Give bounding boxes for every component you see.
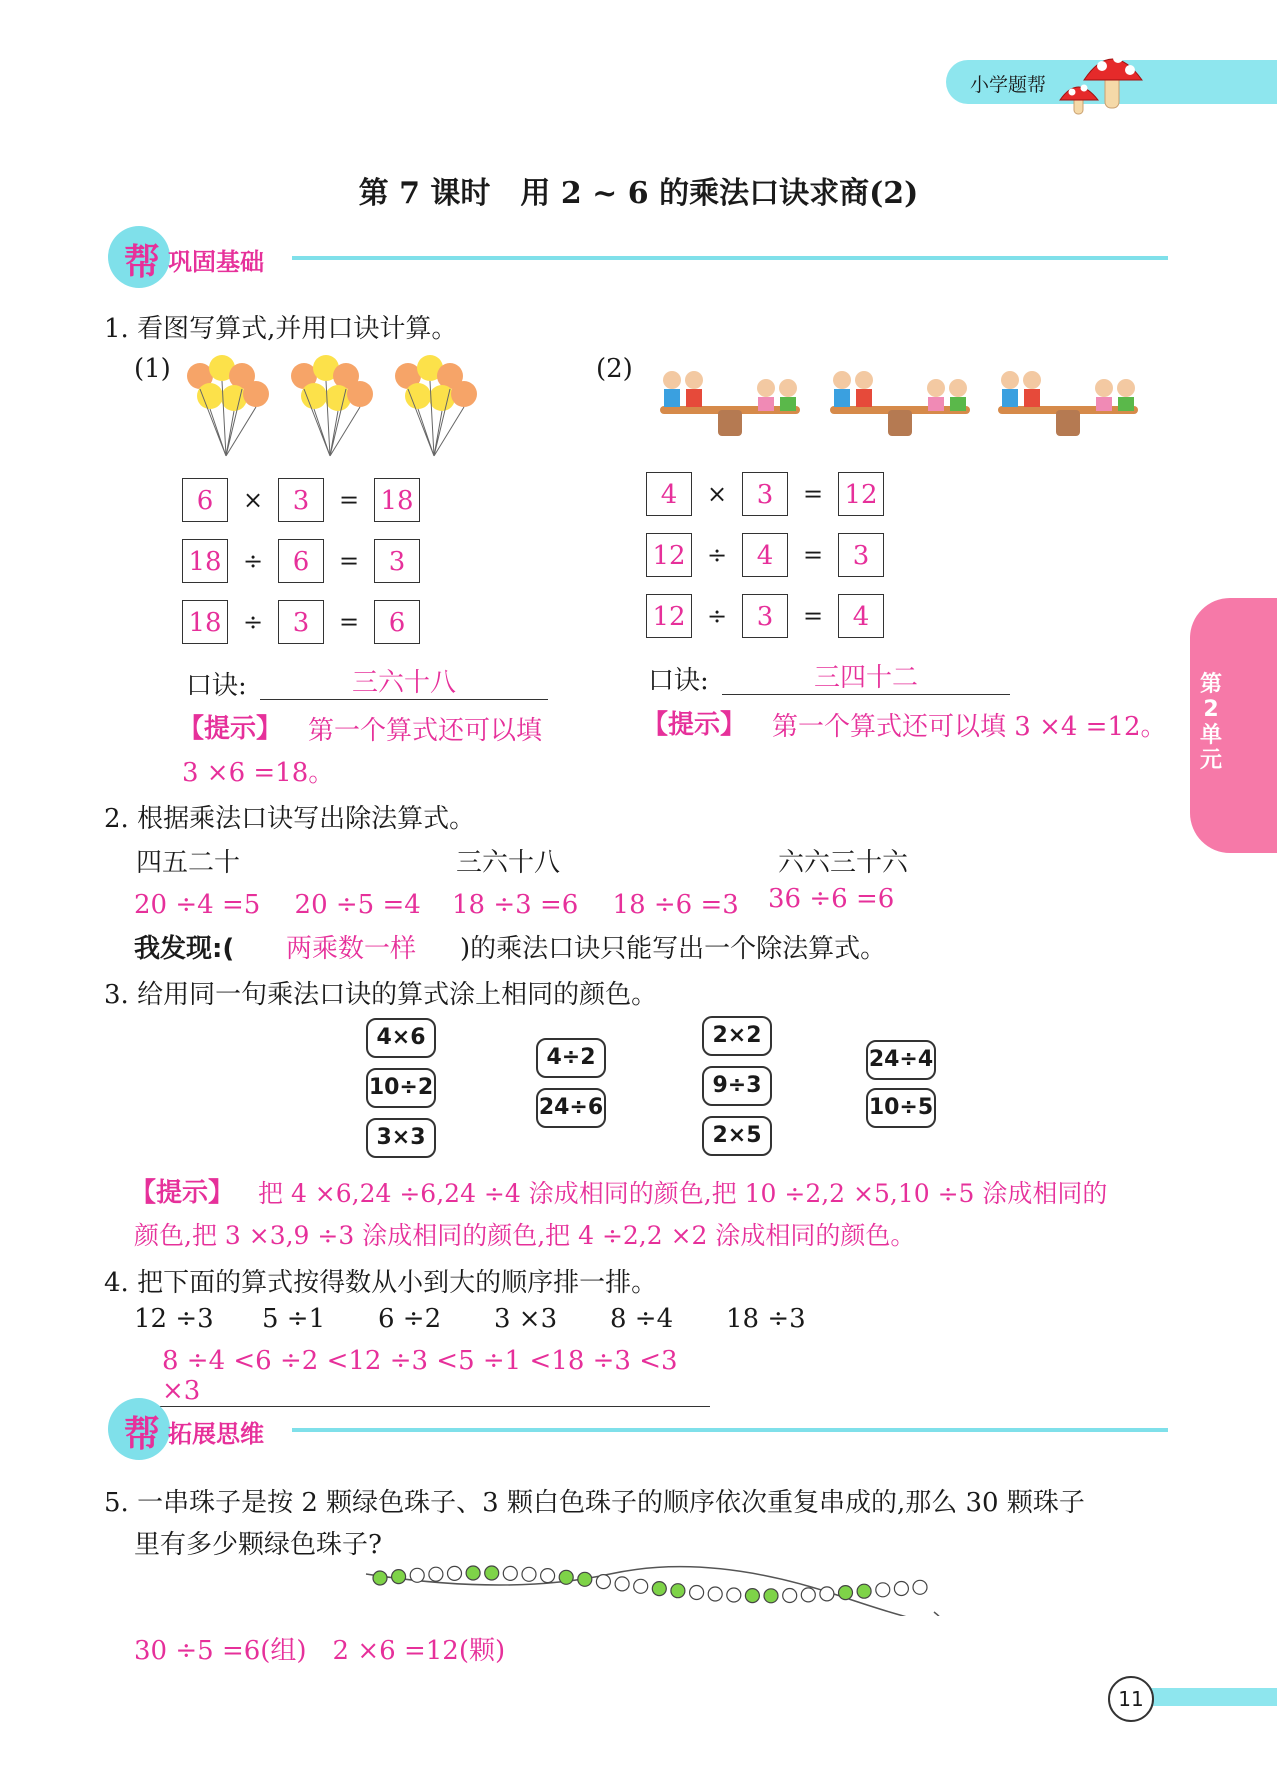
- question-5-line2: 里有多少颗绿色珠子?: [134, 1530, 382, 1560]
- balloon-bunch: [291, 355, 373, 456]
- q1-part2-equations: [646, 472, 884, 638]
- green-bead: [857, 1584, 871, 1598]
- hint-label: 【提示】: [178, 714, 283, 744]
- white-bead: [615, 1577, 629, 1591]
- expression-card[interactable]: 24÷6: [536, 1088, 606, 1128]
- q5-answer[interactable]: 30 ÷5 =6(组) 2 ×6 =12(颗): [134, 1636, 506, 1666]
- section-bang: 帮: [124, 242, 161, 283]
- question-2: 2. 根据乘法口诀写出除法算式。: [104, 804, 476, 834]
- white-bead: [503, 1566, 517, 1580]
- expression-card[interactable]: 9÷3: [702, 1066, 772, 1106]
- q1-part1-label: (1): [134, 354, 171, 384]
- section-line: [292, 1428, 1168, 1432]
- green-bead: [671, 1584, 685, 1598]
- white-bead: [801, 1588, 815, 1602]
- section-line: [292, 256, 1168, 260]
- page-number: 11: [1108, 1676, 1154, 1722]
- answer-box[interactable]: 4: [742, 533, 788, 577]
- question-4: 4. 把下面的算式按得数从小到大的顺序排一排。: [104, 1268, 658, 1298]
- order-item: 5 ÷1: [262, 1304, 326, 1334]
- operator: ÷: [242, 547, 264, 575]
- white-bead: [894, 1582, 908, 1596]
- discover-tail: )的乘法口诀只能写出一个除法算式。: [460, 934, 887, 964]
- koujue-item: 四五二十: [136, 848, 241, 878]
- expression-card[interactable]: 24÷4: [866, 1040, 936, 1080]
- hint-text: 颜色,把 3 ×3,9 ÷3 涂成相同的颜色,把 4 ÷2,2 ×2 涂成相同的颜色。: [134, 1221, 916, 1250]
- white-bead: [429, 1567, 443, 1581]
- expression-card[interactable]: 10÷2: [366, 1068, 436, 1108]
- bead-string-illustration: [360, 1556, 940, 1616]
- q2-answer[interactable]: 36 ÷6 =6: [768, 884, 895, 914]
- green-bead: [559, 1570, 573, 1584]
- section-bang: 帮: [124, 1414, 161, 1455]
- operator: =: [802, 602, 824, 630]
- white-bead: [448, 1566, 462, 1580]
- section-title-extend: 拓展思维: [168, 1420, 264, 1448]
- green-bead: [466, 1566, 480, 1580]
- balloon-bunch: [395, 355, 477, 456]
- answer-box[interactable]: 3: [742, 594, 788, 638]
- koujue-item: 六六三十六: [778, 848, 909, 878]
- expression-card[interactable]: 3×3: [366, 1118, 436, 1158]
- discover-label: 我发现:(: [134, 934, 235, 964]
- equation-row: [182, 478, 420, 522]
- hint-label: 【提示】: [642, 710, 747, 740]
- section-title-basic: 巩固基础: [168, 248, 264, 276]
- q1-part1-koujue[interactable]: 三六十八: [260, 662, 548, 700]
- green-bead: [392, 1570, 406, 1584]
- white-bead: [634, 1579, 648, 1593]
- green-bead: [839, 1586, 853, 1600]
- answer-box[interactable]: 6: [182, 478, 228, 522]
- green-bead: [764, 1589, 778, 1603]
- hint-text: 第一个算式还可以填: [308, 716, 543, 746]
- order-item: 6 ÷2: [378, 1304, 442, 1334]
- answer-box[interactable]: 4: [838, 594, 884, 638]
- discover-answer[interactable]: 两乘数一样: [286, 934, 417, 964]
- q2-answer[interactable]: 18 ÷3 =6 18 ÷6 =3: [452, 890, 739, 920]
- expression-card[interactable]: 10÷5: [866, 1088, 936, 1128]
- answer-box[interactable]: 3: [278, 600, 324, 644]
- operator: =: [802, 480, 824, 508]
- white-bead: [596, 1575, 610, 1589]
- operator: ÷: [706, 602, 728, 630]
- mushroom-icon: [1050, 44, 1150, 116]
- answer-box[interactable]: 3: [838, 533, 884, 577]
- white-bead: [820, 1587, 834, 1601]
- answer-box[interactable]: 6: [374, 600, 420, 644]
- order-item: 8 ÷4: [610, 1304, 674, 1334]
- answer-box[interactable]: 18: [182, 600, 228, 644]
- balloon-bunch: [187, 355, 269, 456]
- order-item: 3 ×3: [494, 1304, 558, 1334]
- answer-box[interactable]: 6: [278, 539, 324, 583]
- balloons-illustration: [180, 352, 498, 460]
- green-bead: [373, 1571, 387, 1585]
- expression-card[interactable]: 4÷2: [536, 1038, 606, 1078]
- koujue-item: 三六十八: [456, 848, 561, 878]
- expression-card[interactable]: 2×2: [702, 1016, 772, 1056]
- question-1: 1. 看图写算式,并用口诀计算。: [104, 314, 458, 344]
- white-bead: [913, 1580, 927, 1594]
- answer-box[interactable]: 12: [646, 533, 692, 577]
- answer-box[interactable]: 18: [374, 478, 420, 522]
- operator: =: [802, 541, 824, 569]
- green-bead: [652, 1582, 666, 1596]
- answer-box[interactable]: 12: [646, 594, 692, 638]
- operator: =: [338, 608, 360, 636]
- green-bead: [485, 1566, 499, 1580]
- unit-side-label: 第2单元: [1199, 672, 1222, 773]
- green-bead: [745, 1589, 759, 1603]
- seesaw-illustration: [650, 362, 1150, 442]
- expression-card[interactable]: 2×5: [702, 1116, 772, 1156]
- operator: ×: [242, 486, 264, 514]
- equation-row: [646, 594, 884, 638]
- order-item: 18 ÷3: [726, 1304, 806, 1334]
- hint-text: 第一个算式还可以填 3 ×4 =12。: [772, 712, 1167, 742]
- question-5: 5. 一串珠子是按 2 颗绿色珠子、3 颗白色珠子的顺序依次重复串成的,那么 30 颗珠子: [104, 1488, 1085, 1518]
- white-bead: [727, 1588, 741, 1602]
- seesaw-group: [998, 371, 1138, 436]
- q1-part2-koujue[interactable]: 三四十二: [722, 657, 1010, 695]
- expression-card[interactable]: 4×6: [366, 1018, 436, 1058]
- q1-part2-label: (2): [596, 354, 633, 384]
- white-bead: [690, 1586, 704, 1600]
- answer-box[interactable]: 12: [838, 472, 884, 516]
- white-bead: [783, 1589, 797, 1603]
- equation-row: [182, 600, 420, 644]
- equation-row: [646, 472, 884, 516]
- operator: ×: [706, 480, 728, 508]
- operator: ÷: [706, 541, 728, 569]
- page-title: 第 7 课时 用 2 ~ 6 的乘法口诀求商(2): [358, 176, 919, 211]
- hint-text: 3 ×6 =18。: [182, 758, 335, 788]
- white-bead: [522, 1567, 536, 1581]
- question-3: 3. 给用同一句乘法口诀的算式涂上相同的颜色。: [104, 980, 658, 1010]
- answer-box[interactable]: 3: [742, 472, 788, 516]
- q1-part1-equations: [182, 478, 420, 644]
- answer-box[interactable]: 3: [278, 478, 324, 522]
- seesaw-group: [830, 371, 970, 436]
- seesaw-group: [660, 371, 800, 436]
- answer-box[interactable]: 3: [374, 539, 420, 583]
- answer-box[interactable]: 4: [646, 472, 692, 516]
- equation-row: [182, 539, 420, 583]
- white-bead: [410, 1568, 424, 1582]
- q1-part1-koujue-label: 口诀:: [186, 671, 247, 701]
- answer-box[interactable]: 18: [182, 539, 228, 583]
- q1-part2-koujue-label: 口诀:: [648, 666, 709, 696]
- order-item: 12 ÷3: [134, 1304, 214, 1334]
- equation-row: [646, 533, 884, 577]
- hint-label: 【提示】: [130, 1178, 235, 1208]
- white-bead: [541, 1569, 555, 1583]
- white-bead: [876, 1583, 890, 1597]
- operator: =: [338, 547, 360, 575]
- brand-text: 小学题帮: [970, 74, 1047, 96]
- q2-answer[interactable]: 20 ÷4 =5 20 ÷5 =4: [134, 890, 421, 920]
- green-bead: [578, 1572, 592, 1586]
- q4-answer[interactable]: 8 ÷4 <6 ÷2 <12 ÷3 <5 ÷1 <18 ÷3 <3 ×3: [134, 1346, 710, 1407]
- operator: =: [338, 486, 360, 514]
- operator: ÷: [242, 608, 264, 636]
- white-bead: [708, 1587, 722, 1601]
- hint-text: 把 4 ×6,24 ÷6,24 ÷4 涂成相同的颜色,把 10 ÷2,2 ×5,10 ÷5 涂成相同的: [258, 1179, 1108, 1208]
